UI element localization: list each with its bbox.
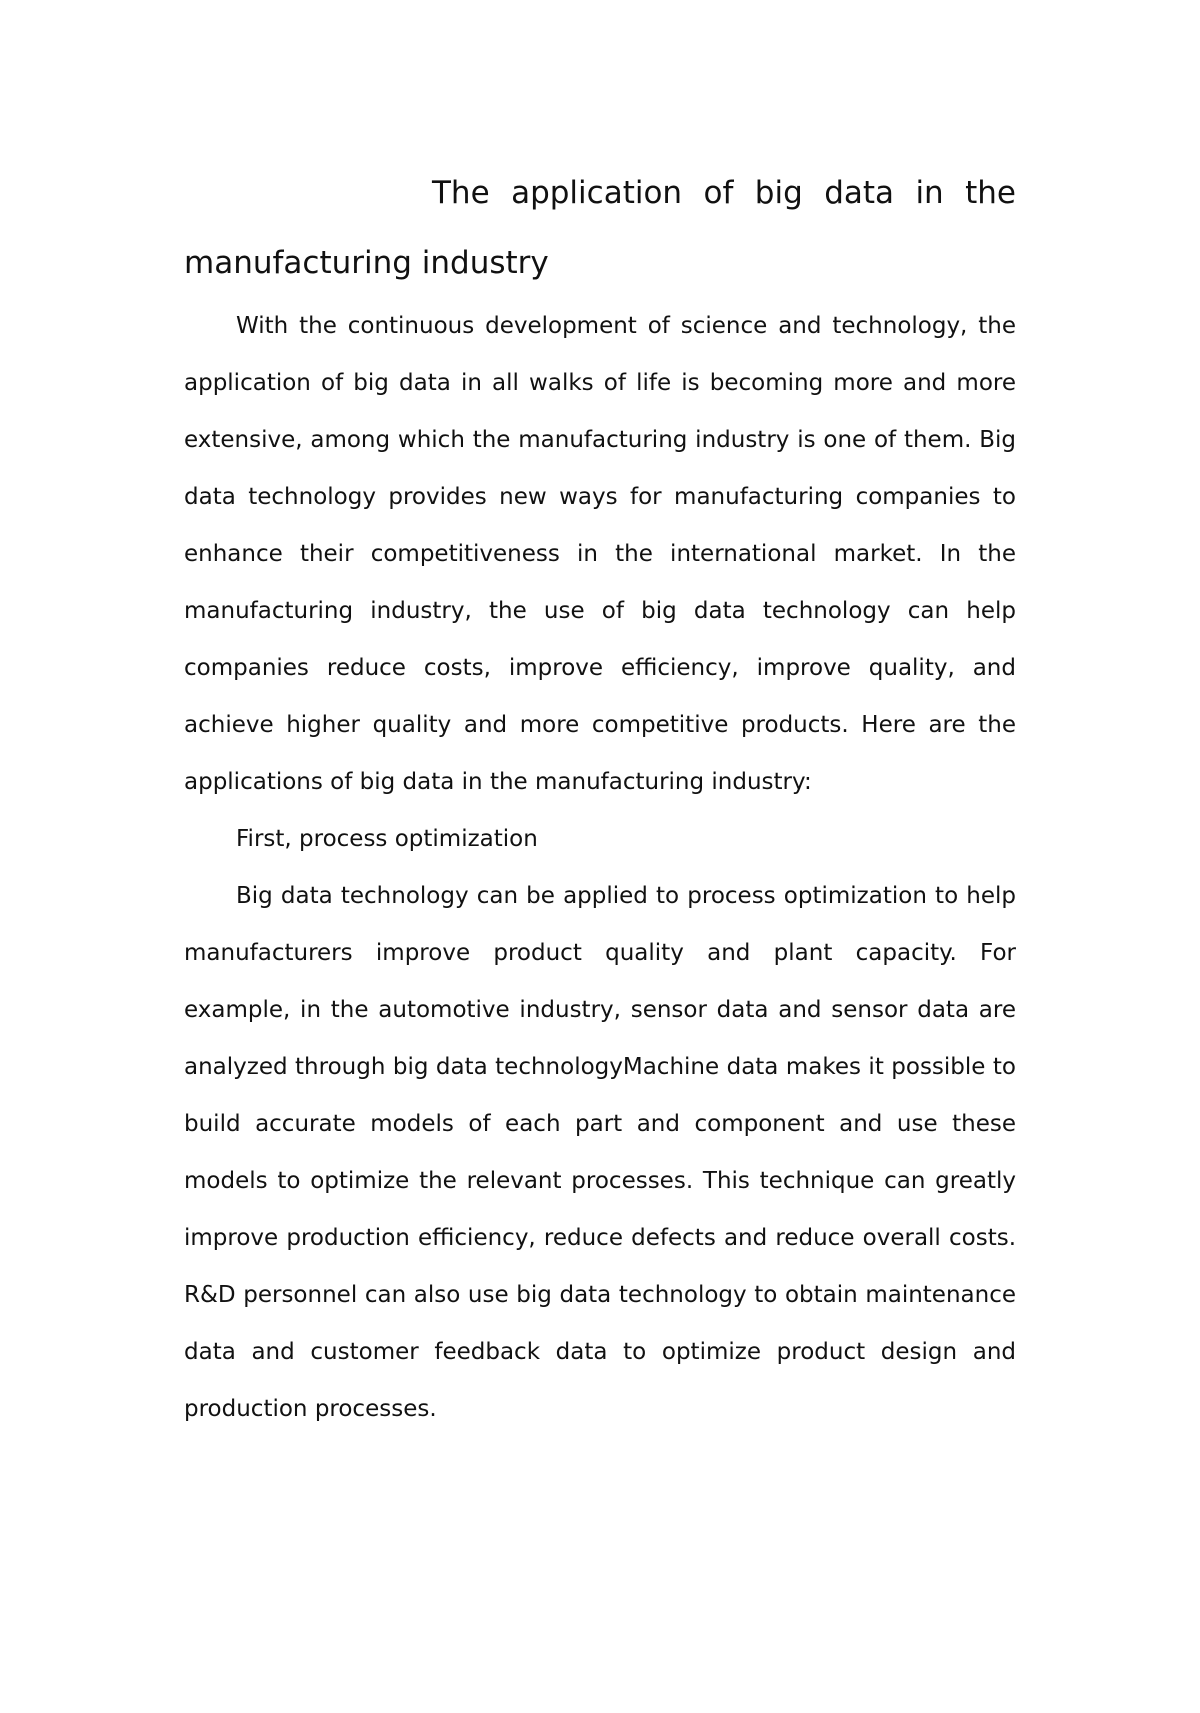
intro-paragraph: With the continuous development of science and technology, the application of big data in all walks of life is becoming more and more extensive, among which the manufacturing industry is one of them. Big data technology provides new ways for manufacturing companies to enhance their competitiveness in the international market. In the manufacturing industry, the use of big data technology can help companies reduce costs, improve efficiency, improve quality, and achieve higher quality and more competitive products. Here are the applications of big data in the manufacturing industry: xyxy=(184,313,1016,795)
document-title: The application of big data in the manufacturing industry xyxy=(184,175,1016,281)
document-page xyxy=(184,158,1016,1438)
process-optimization-paragraph: Big data technology can be applied to process optimization to help manufacturers improve product quality and plant capacity. For example, in the automotive industry, sensor data and sensor data are analyzed through big data technologyMachine data makes it possible to build accurate models of each part and component and use these models to optimize the relevant processes. This technique can greatly improve production efficiency, reduce defects and reduce overall costs. R&D personnel can also use big data technology to obtain maintenance data and customer feedback data to optimize product design and production processes. xyxy=(184,883,1016,1422)
section-heading-process-optimization: First, process optimization xyxy=(236,826,538,852)
